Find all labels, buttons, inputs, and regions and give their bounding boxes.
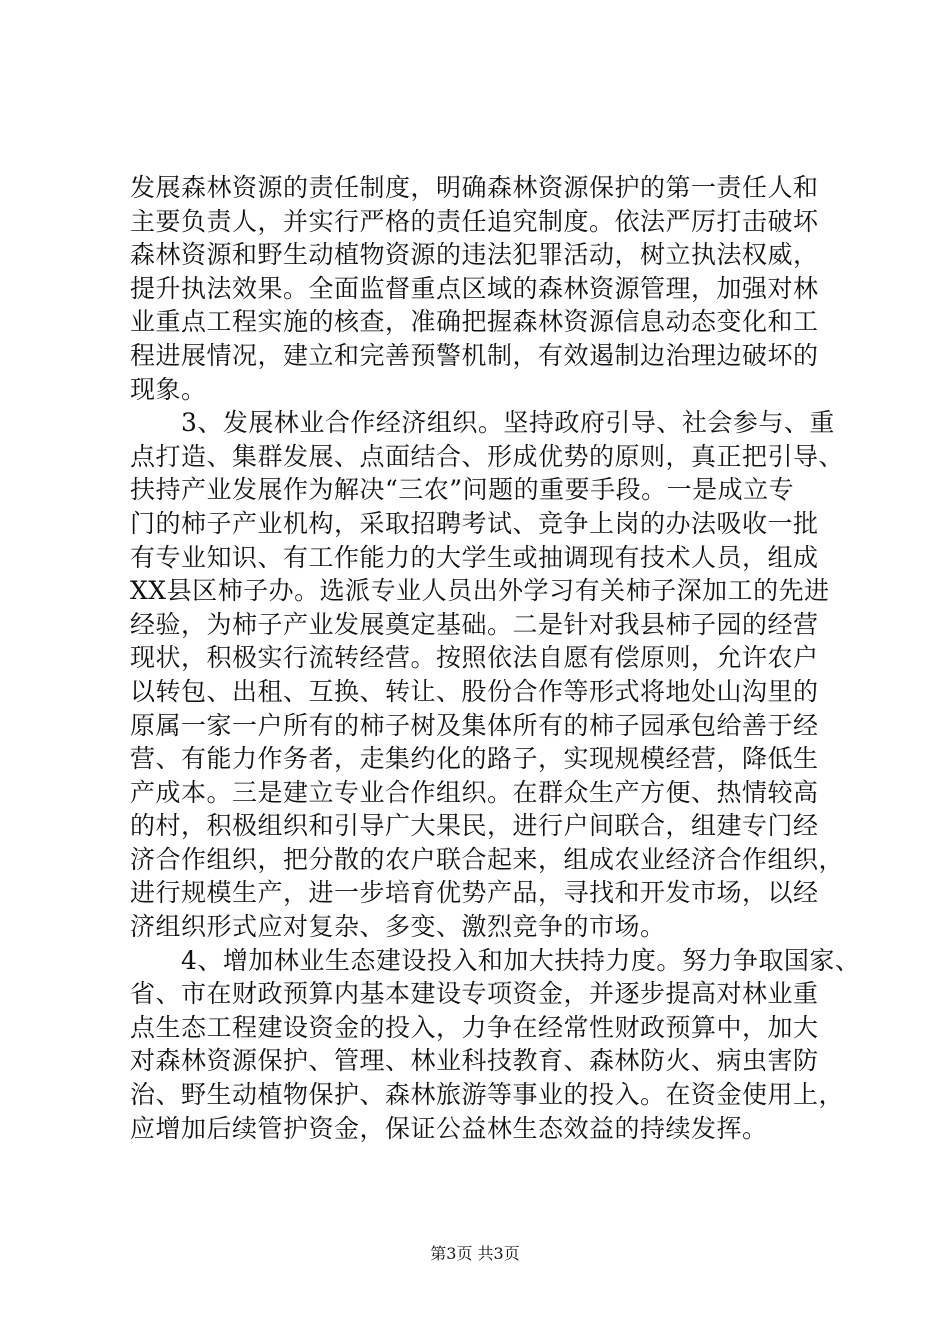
- text-line: 原属一家一户所有的柿子树及集体所有的柿子园承包给善于经: [130, 710, 819, 740]
- text-line: 发展森林资源的责任制度，明确森林资源保护的第一责任人和: [130, 173, 819, 202]
- text-line: 经验，为柿子产业发展奠定基础。二是针对我县柿子园的经营: [130, 609, 819, 639]
- text-line: 门的柿子产业机构，采取招聘考试、竞争上岗的办法吸收一批: [130, 508, 819, 538]
- text-line: 提升执法效果。全面监督重点区域的森林资源管理，加强对林: [130, 273, 819, 303]
- text-line: 济合作组织，把分散的农户联合起来，组成农业经济合作组织，: [130, 844, 845, 874]
- text-line: 进行规模生产，进一步培育优势产品，寻找和开发市场，以经: [130, 878, 819, 908]
- body-text: [130, 171, 861, 1145]
- text-line: 以转包、出租、互换、转让、股份合作等形式将地处山沟里的: [130, 676, 819, 706]
- text-line: 现象。: [130, 374, 207, 404]
- text-line: 点生态工程建设资金的投入，力争在经常性财政预算中，加大: [130, 1012, 819, 1042]
- text-line: 点打造、集群发展、点面结合、形成优势的原则，真正把引导、: [130, 441, 845, 471]
- text-line: 程进展情况，建立和完善预警机制，有效遏制边治理边破坏的: [130, 340, 819, 370]
- text-line: 有专业知识、有工作能力的大学生或抽调现有技术人员，组成: [130, 542, 819, 572]
- text-line: 营、有能力作务者，走集约化的路子，实现规模经营，降低生: [130, 744, 819, 774]
- text-line: 现状，积极实行流转经营。按照依法自愿有偿原则，允许农户: [130, 643, 819, 673]
- text-line: 森林资源和野生动植物资源的违法犯罪活动，树立执法权威，: [130, 240, 819, 270]
- text-line: XX县区柿子办。选派专业人员出外学习有关柿子深加工的先进: [130, 576, 830, 606]
- text-line: 济组织形式应对复杂、多变、激烈竞争的市场。: [130, 912, 666, 942]
- text-line: 主要负责人，并实行严格的责任追究制度。依法严厉打击破坏: [130, 206, 819, 236]
- text-line: 治、野生动植物保护、森林旅游等事业的投入。在资金使用上，: [130, 1080, 845, 1110]
- text-line: 的村，积极组织和引导广大果民，进行户间联合，组建专门经: [130, 811, 819, 841]
- text-line: 应增加后续管护资金，保证公益林生态效益的持续发挥。: [130, 1113, 768, 1143]
- text-line: 对森林资源保护、管理、林业科技教育、森林防火、病虫害防: [130, 1046, 819, 1076]
- text-line: 省、市在财政预算内基本建设专项资金，并逐步提高对林业重: [130, 979, 819, 1009]
- page-footer: 第3页 共3页: [430, 1244, 520, 1263]
- text-line: 业重点工程实施的核查，准确把握森林资源信息动态变化和工: [130, 307, 819, 337]
- text-line: 3、发展林业合作经济组织。坚持政府引导、社会参与、重: [130, 408, 835, 438]
- text-line: 扶持产业发展作为解决“三农”问题的重要手段。一是成立专: [130, 475, 795, 505]
- text-line: 4、增加林业生态建设投入和加大扶持力度。努力争取国家、: [130, 945, 861, 975]
- text-line: 产成本。三是建立专业合作组织。在群众生产方便、热情较高: [130, 777, 819, 807]
